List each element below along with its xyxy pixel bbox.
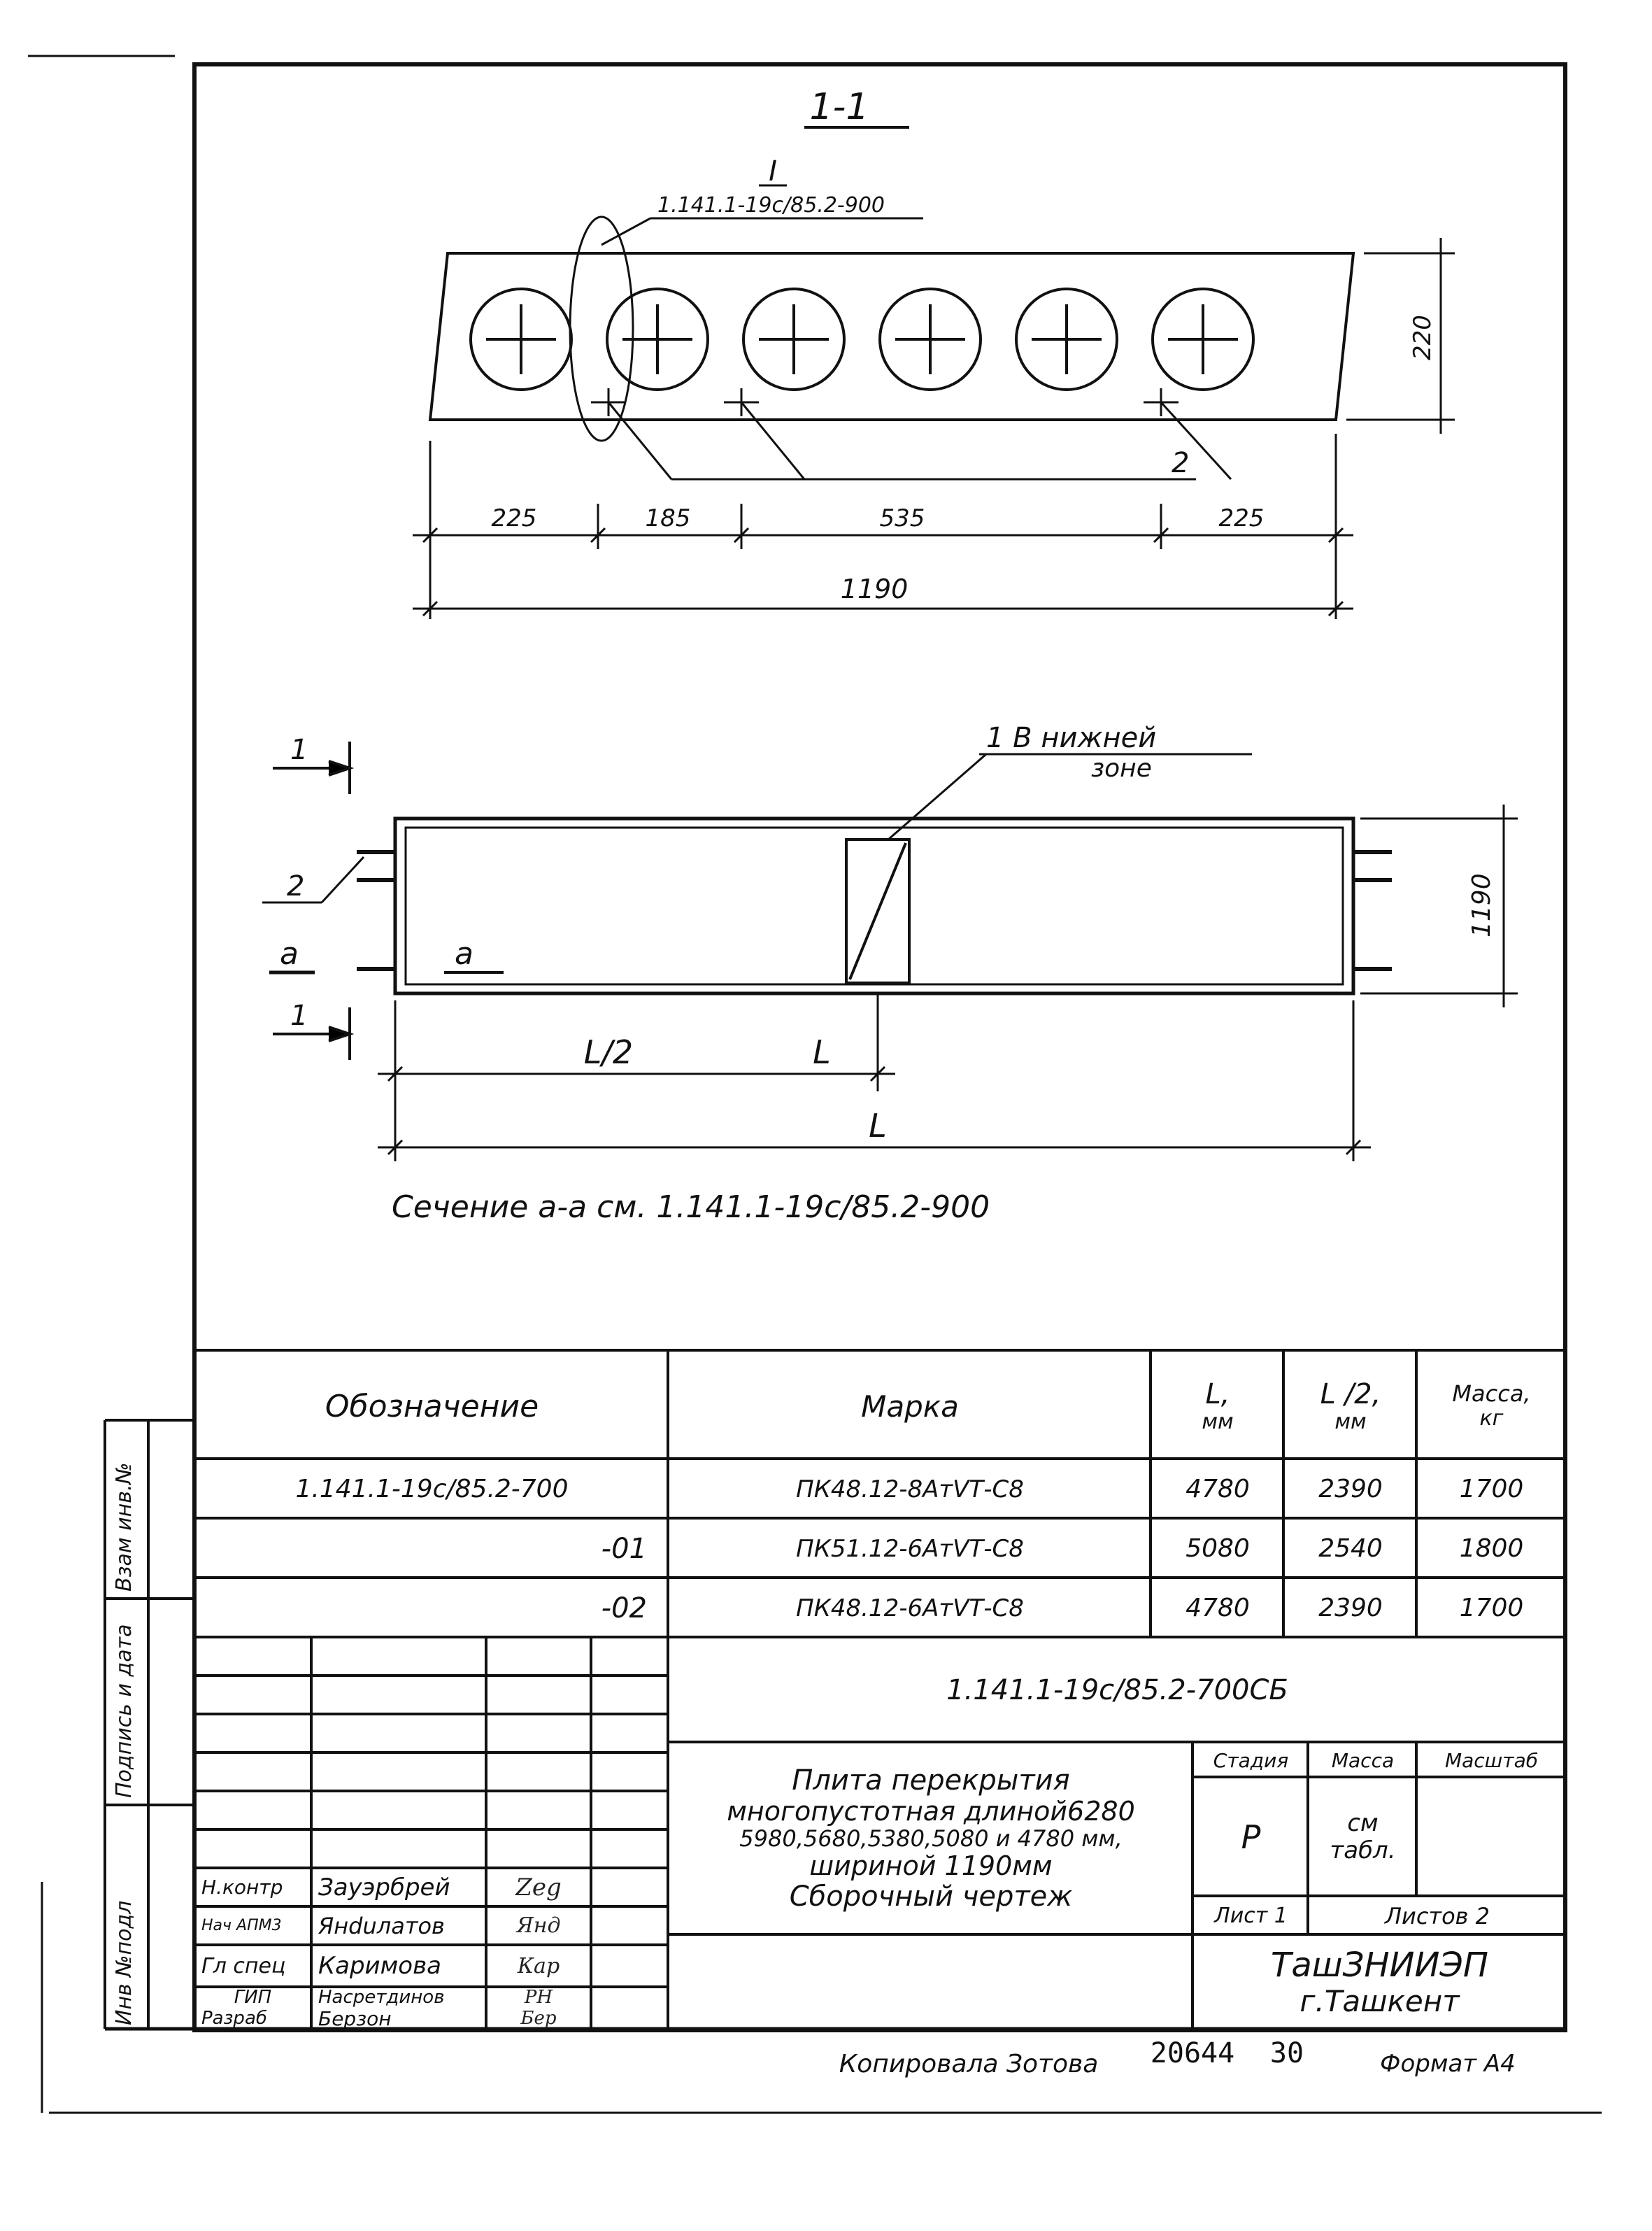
dim-225-right: 225 [1218,504,1265,532]
header-mass-unit: кг [1479,1406,1504,1431]
row-1-L2: 2540 [1318,1534,1383,1563]
plan-view [262,722,1518,1225]
header-designation: Обозначение [325,1388,539,1424]
dim-length-mid: L [813,1033,831,1071]
slab-plan-outer [395,819,1353,993]
sig-3-signature: РН [524,1987,553,2008]
row-2-mark: ПК48.12-6АтⅤТ-С8 [796,1594,1024,1622]
mass-value-1: см [1347,1808,1379,1837]
callout-doc: 1.141.1-19c/85.2-900 [657,193,885,218]
dim-185: 185 [645,504,691,532]
sig-0-role: Н.контр [201,1876,283,1899]
title-line-2: многопустотная длиной6280 [727,1796,1135,1827]
slab-voids [471,289,1253,390]
section-a-right: а [455,936,473,972]
stage-label: Стадия [1213,1748,1289,1772]
sidebar-inv-original: Инв №подл [112,1900,136,2025]
row-0-mark: ПК48.12-8АтⅤТ-С8 [796,1475,1024,1503]
footer-number: 20644 [1150,2037,1235,2069]
dim-1190-total: 1190 [840,574,909,604]
mass-value-2: табл. [1330,1836,1396,1864]
row-0-L: 4780 [1185,1475,1250,1503]
organization [1194,1936,1565,2029]
org-city: г.Ташкент [1299,1983,1460,2018]
sig-4-name: Берзон [318,2008,392,2029]
cut-marks [273,742,350,1060]
title-line-3: 5980,5680,5380,5080 и 4780 мм, [739,1825,1123,1852]
section-note: Сечение а-а см. 1.141.1-19c/85.2-900 [392,1189,990,1225]
dim-length-full: L [869,1107,887,1145]
slab-plan-inner [406,828,1343,984]
item-1-note-line2: зоне [1091,754,1152,783]
row-2-L: 4780 [1185,1594,1250,1622]
header-L2 [1285,1354,1416,1459]
dim-225-left: 225 [491,504,537,532]
mass-label: Масса [1331,1748,1395,1772]
row-2-mass: 1700 [1459,1594,1524,1622]
row-0-mass: 1700 [1459,1475,1524,1503]
sig-1-name: Янduлатов [318,1912,445,1939]
doc-code: 1.141.1-19c/85.2-700СБ [946,1674,1288,1706]
sidebar-signature-date: Подпись и дата [112,1624,136,1798]
row-1-designation: -01 [601,1532,647,1565]
header-L-unit: мм [1202,1409,1234,1434]
cut-marker-top: 1 [290,734,308,766]
row-0-designation: 1.141.1-19c/85.2-700 [295,1475,569,1503]
rebar-leaders [591,388,1231,479]
sig-4-signature: Бер [520,2008,557,2029]
sig-1-signature: Янд [516,1913,561,1938]
row-1-mark: ПК51.12-6АтⅤТ-С8 [796,1534,1024,1563]
row-2-L2: 2390 [1318,1594,1383,1622]
header-mass-label: Масса, [1452,1380,1531,1408]
footer-copied-by: Копировала Зотова [839,2049,1099,2078]
sig-2-role: Гл спец [201,1953,286,1978]
dim-half-length: L/2 [583,1033,634,1071]
section-1-1-view [413,86,1455,619]
footer-sheet: 30 [1269,2037,1304,2069]
sidebar-replace-inv: Взам инв.№ [112,1462,136,1592]
section-title: 1-1 [809,86,869,128]
header-mark: Марка [861,1389,959,1424]
sig-4-role: Разраб [201,2008,267,2029]
header-L2-label: L /2, [1320,1377,1381,1410]
footer-format: Формат А4 [1380,2050,1516,2078]
rebar-2-label-section: 2 [1172,447,1190,479]
callout-roman: I [769,155,777,187]
sheets-total: Листов 2 [1384,1902,1490,1929]
item-1-note-line1: 1 В нижней [986,722,1157,754]
header-L-label: L, [1205,1377,1230,1410]
row-2-designation: -02 [601,1592,647,1624]
row-1-mass: 1800 [1459,1534,1524,1563]
mass-value [1309,1778,1416,1896]
section-a-left: а [280,936,299,972]
sig-2-name: Каримова [318,1952,441,1980]
rebar-2-label-plan: 2 [287,870,305,902]
org-name: ТашЗНИИЭП [1271,1945,1488,1985]
slab-section-outline [430,253,1353,420]
dim-thickness: 220 [1409,315,1437,360]
thickness-dimension [1346,238,1455,434]
sig-3-role: ГИП [234,1987,272,2008]
sig-2-signature: Кар [517,1953,560,1978]
header-mass [1418,1354,1565,1459]
sheet-number: Лист 1 [1214,1904,1288,1928]
sig-0-signature: Zeg [515,1873,562,1901]
lifting-loops [357,852,1392,969]
row-0-L2: 2390 [1318,1475,1383,1503]
cut-marker-bottom: 1 [290,1000,308,1032]
sig-3-name: Насретдинов [318,1987,445,2008]
sig-1-role: Нач АПМ3 [201,1917,282,1934]
header-L [1152,1354,1283,1459]
row-1-L: 5080 [1185,1534,1250,1563]
title-line-1: Плита перекрытия [792,1764,1070,1797]
title-line-5: Сборочный чертеж [789,1880,1073,1913]
sig-0-name: Зауэрбрей [318,1873,450,1901]
title-description [669,1743,1192,1934]
dim-535: 535 [879,504,925,532]
dim-plan-1190: 1190 [1467,873,1496,937]
title-line-4: шириной 1190мм [809,1850,1053,1882]
detail-ellipse [570,217,633,441]
header-L2-unit: мм [1334,1409,1367,1434]
stage-value: Р [1241,1818,1261,1856]
scale-label: Масштаб [1444,1748,1539,1772]
